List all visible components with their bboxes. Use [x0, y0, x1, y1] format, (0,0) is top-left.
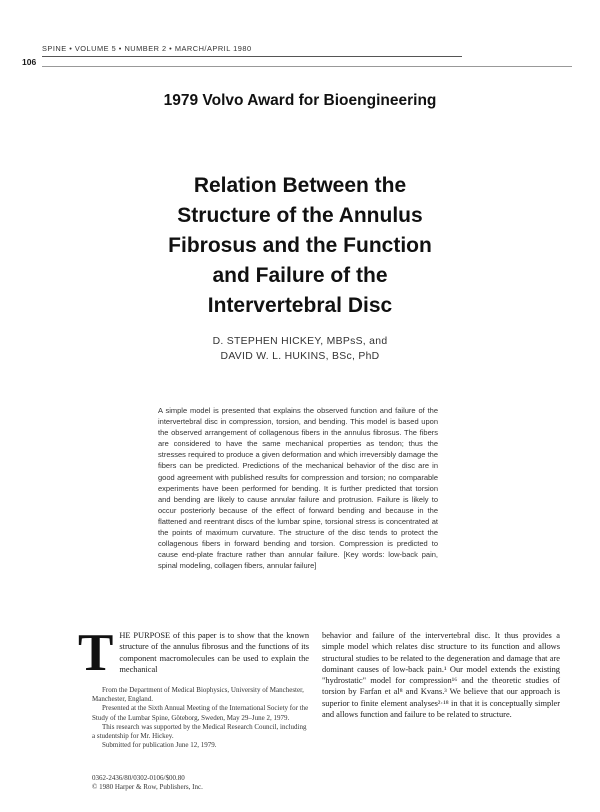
running-head: SPINE • VOLUME 5 • NUMBER 2 • MARCH/APRIL 1980: [42, 44, 252, 53]
title-line: Fibrosus and the Function: [168, 234, 432, 257]
copyright-line: © 1980 Harper & Row, Publishers, Inc.: [92, 783, 203, 791]
intro-right-column: behavior and failure of the intervertebral disc. It thus provides a simple model which relates disc structure to its function and allows structural studies to be related to the degeneration and damage that are dominant causes of low-back pain.¹ Our model extends the existing "hydrostatic" model for compression¹⁶ and the theoretic studies of torsion by Farfan et al⁸ and Kvans.³ We believe that our approach is superior to finite element analyses²·¹⁸ in that it is conceptually simpler and allows function and failure to be related to structure.: [322, 631, 560, 720]
author-line: D. STEPHEN HICKEY, MBPsS, and: [212, 336, 388, 347]
author-block: [100, 334, 500, 364]
footnotes: [92, 686, 310, 750]
header-rule: [42, 56, 462, 57]
intro-text: of this paper is to show that the known structure of the annulus fibrosus and the functions of its component macromolecules can be used to explain the mechanical: [119, 631, 310, 674]
title-line: Structure of the Annulus: [177, 204, 423, 227]
paper-title: [100, 171, 500, 321]
abstract: A simple model is presented that explains the observed function and failure of the intervertebral disc in compression, torsion, and bending. This model is based upon the observed arrangement of collagenous fibers in the annulus fibrosus. The fibers are considered to have the same mechanical properties as tendon; thus the stresses required to produce a given deformation and which irreversibly damage the fibers can be predicted. Predictions of the mechanical behavior of the disc are in good agreement with published results for compression and torsion; no comparable experiments have been performed for bending. It is further predicted that torsion and bending are likely to cause annular failure and protrusion. Failure is likely to occur posteriorly because of the effect of forward bending and because in the flattened and reentrant discs of the lumbar spine, torsional stress is concentrated at the points of maximum curvature. The structure of the disc tends to protect the collagenous fibers in forward bending and torsion. Compression is predicted to cause end-plate fracture rather than annular failure. [Key words: low-back pain, spinal modeling, collagen fibers, annular failure]: [158, 406, 438, 571]
footnote: Presented at the Sixth Annual Meeting of the International Society for the Study of the Lumbar Spine, Göteborg, Sweden, May 29–June 2, 1979.: [92, 704, 309, 722]
title-line: Relation Between the: [193, 174, 407, 197]
intro-lead: HE PURPOSE: [119, 631, 171, 640]
copyright-line: 0362-2436/80/0302-0106/$00.80: [92, 774, 185, 782]
intro-paragraph: [78, 624, 310, 682]
header-rule-2: [42, 66, 572, 67]
footnote: Submitted for publication June 12, 1979.: [102, 741, 217, 750]
intro-left-column: [78, 624, 310, 682]
title-line: and Failure of the: [212, 264, 388, 287]
award-title: 1979 Volvo Award for Bioengineering: [163, 92, 437, 109]
copyright-block: [92, 774, 310, 792]
title-line: Intervertebral Disc: [207, 294, 393, 317]
page-number: 106: [22, 57, 37, 67]
footnote: From the Department of Medical Biophysics, University of Manchester, Manchester, England.: [92, 686, 304, 704]
author-line: DAVID W. L. HUKINS, BSc, PhD: [220, 351, 380, 362]
footnote: This research was supported by the Medical Research Council, including a studentship for Mr. Hickey.: [92, 722, 307, 741]
drop-cap: T: [78, 624, 114, 682]
